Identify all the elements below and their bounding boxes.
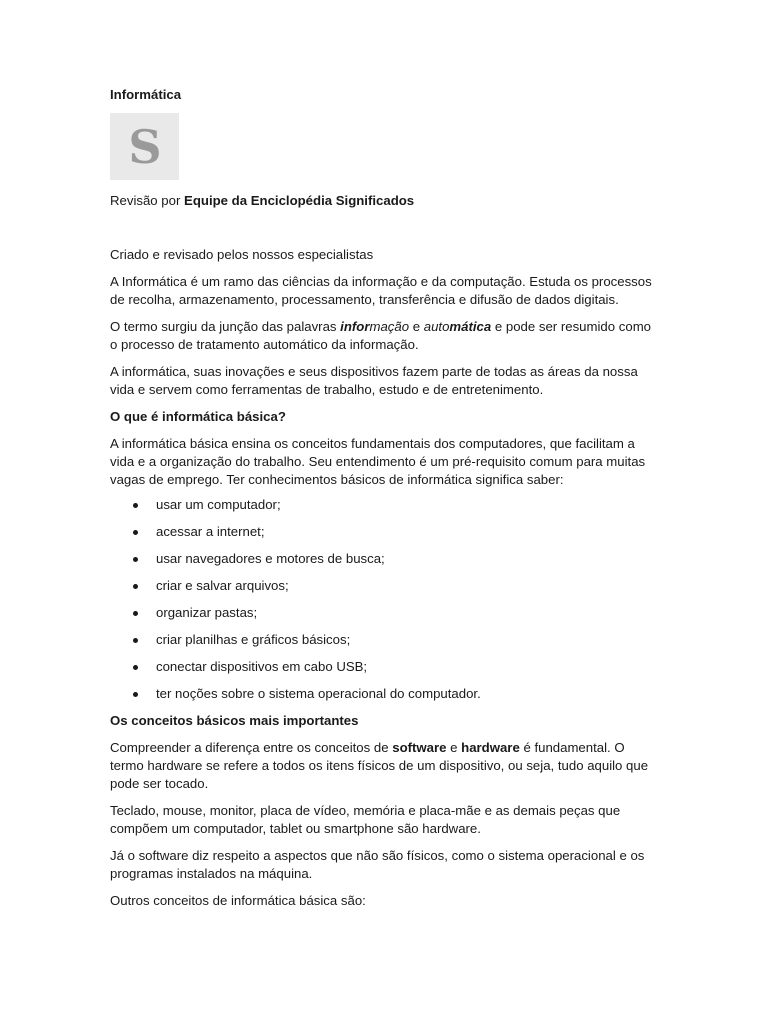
- list-item: acessar a internet;: [110, 523, 658, 541]
- created-line: Criado e revisado pelos nossos especialistas: [110, 247, 374, 262]
- document-body: [110, 86, 658, 910]
- list-item: usar um computador;: [110, 496, 658, 514]
- bullet-icon: [133, 692, 138, 697]
- origin-word2-prefix: auto: [423, 319, 450, 334]
- software-paragraph: Já o software diz respeito a aspectos que não são físicos, como o sistema operacional e os programas instalados na máquina.: [110, 848, 645, 881]
- svg-text:S: S: [127, 124, 162, 169]
- concepts-keyword-software: software: [392, 740, 447, 755]
- others-line: Outros conceitos de informática básica são:: [110, 893, 366, 908]
- concepts-text-2: é fundamental. O termo hardware se refere a todos os itens físicos de um dispositivo, ou seja, tudo aquilo que pode ser tocado.: [110, 740, 649, 791]
- skills-list: [110, 496, 658, 703]
- bullet-icon: [133, 557, 138, 562]
- origin-paragraph: [110, 318, 658, 354]
- hardware-paragraph: Teclado, mouse, monitor, placa de vídeo, memória e placa-mãe e as demais peças que compõem um computador, tablet ou smartphone são hardware.: [110, 803, 621, 836]
- origin-text-1: O termo surgiu da junção das palavras: [110, 319, 341, 334]
- concepts-paragraph: [110, 739, 658, 793]
- section-heading-basic: O que é informática básica?: [110, 409, 286, 424]
- intro-paragraph: A Informática é um ramo das ciências da informação e da computação. Estuda os processos de recolha, armazenamento, processamento, transferência e difusão de dados digitais.: [110, 274, 652, 307]
- list-item: conectar dispositivos em cabo USB;: [110, 658, 658, 676]
- concepts-between: e: [446, 740, 462, 755]
- list-item: criar planilhas e gráficos básicos;: [110, 631, 658, 649]
- bullet-icon: [133, 638, 138, 643]
- bullet-icon: [133, 584, 138, 589]
- list-item: ter noções sobre o sistema operacional do computador.: [110, 685, 658, 703]
- origin-word1-rest: mação: [369, 319, 410, 334]
- innovation-paragraph: A informática, suas inovações e seus dispositivos fazem parte de todas as áreas da nossa vida e servem como ferramentas de trabalho, estudo e de entretenimento.: [110, 364, 638, 397]
- significados-logo: [110, 113, 179, 180]
- origin-between: e: [409, 319, 424, 334]
- origin-text-2: e pode ser resumido como o processo de tratamento automático da informação.: [110, 319, 652, 352]
- basic-paragraph: A informática básica ensina os conceitos fundamentais dos computadores, que facilitam a vida e a organização do trabalho. Seu entendimento é um pré-requisito comum para muitas vagas de emprego. Ter conhecimentos básicos de informática significa saber:: [110, 436, 646, 487]
- review-author: Equipe da Enciclopédia Significados: [184, 193, 415, 208]
- document-title: Informática: [110, 87, 182, 102]
- bullet-icon: [133, 611, 138, 616]
- origin-word2-bold: mática: [449, 319, 492, 334]
- list-item: organizar pastas;: [110, 604, 658, 622]
- list-item: usar navegadores e motores de busca;: [110, 550, 658, 568]
- origin-word1-bold: infor: [340, 319, 370, 334]
- review-line: [110, 192, 658, 210]
- concepts-keyword-hardware: hardware: [461, 740, 520, 755]
- bullet-icon: [133, 665, 138, 670]
- list-item: criar e salvar arquivos;: [110, 577, 658, 595]
- bullet-icon: [133, 530, 138, 535]
- section-heading-concepts: Os conceitos básicos mais importantes: [110, 713, 359, 728]
- review-prefix: Revisão por: [110, 193, 185, 208]
- bullet-icon: [133, 503, 138, 508]
- concepts-text-1: Compreender a diferença entre os conceitos de: [110, 740, 393, 755]
- logo-s-icon: [125, 125, 165, 169]
